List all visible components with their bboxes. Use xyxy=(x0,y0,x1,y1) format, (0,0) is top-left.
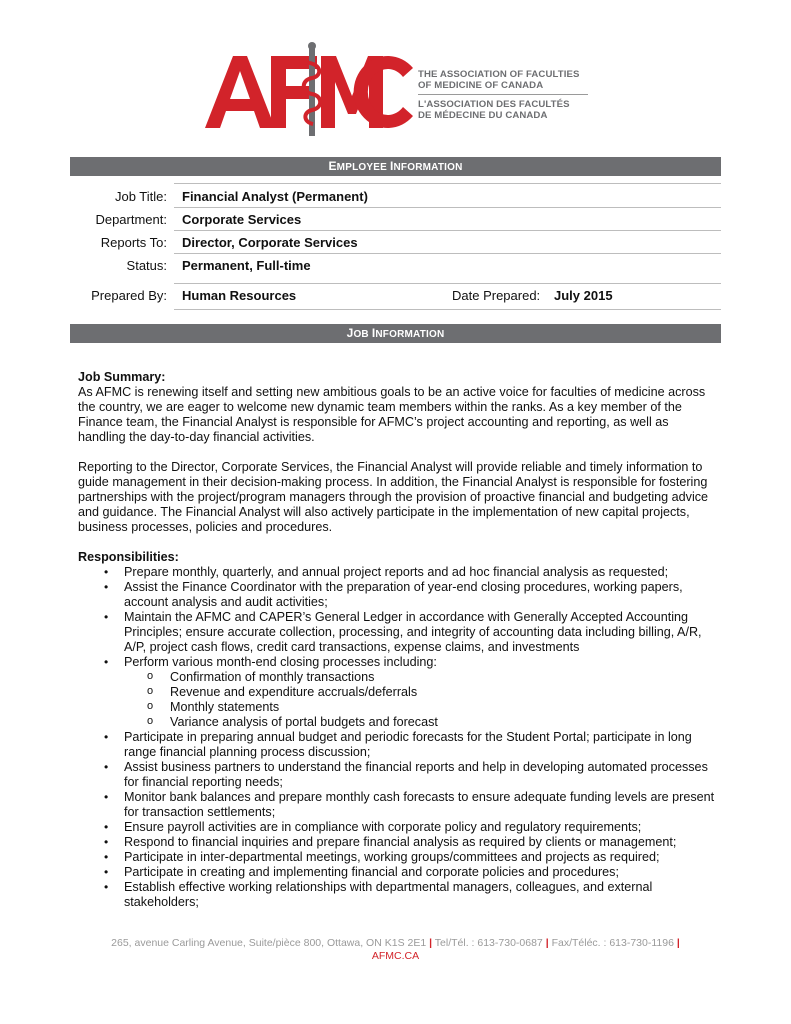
prepared-by-row xyxy=(70,284,721,307)
department-value: Corporate Services xyxy=(182,212,302,227)
responsibilities-list xyxy=(78,565,718,910)
prepared-by-label: Prepared By: xyxy=(91,288,167,303)
job-title-row xyxy=(70,185,721,208)
footer-separator: | xyxy=(676,937,680,949)
org-name-en-line2: OF MEDICINE OF CANADA xyxy=(418,80,544,91)
department-label: Department: xyxy=(95,212,167,227)
sub-list-item: o Revenue and expenditure accruals/deferrals xyxy=(124,685,718,700)
date-prepared-value: July 2015 xyxy=(554,288,613,303)
sub-list-item: o Confirmation of monthly transactions xyxy=(124,670,718,685)
list-item: • Monitor bank balances and prepare monthly cash forecasts to ensure adequate funding levels are present for transaction settlements; xyxy=(78,790,718,820)
list-item xyxy=(78,655,718,730)
sub-list-item: o Monthly statements xyxy=(124,700,718,715)
footer-separator: | xyxy=(429,937,433,949)
footer-separator: | xyxy=(545,937,549,949)
divider xyxy=(174,183,721,184)
footer-telephone: Tel/Tél. : 613-730-0687 xyxy=(434,937,543,949)
sub-list xyxy=(124,670,718,730)
list-item: • Assist business partners to understand the financial reports and help in developing automated processes for financial reporting needs; xyxy=(78,760,718,790)
footer-website-link[interactable]: AFMC.CA xyxy=(371,950,420,962)
org-name-fr-line1: L'ASSOCIATION DES FACULTÉS xyxy=(418,99,570,110)
list-item: • Maintain the AFMC and CAPER’s General Ledger in accordance with Generally Accepted Accounting Principles; ensure accurate collection, processing, and integrity of accounting data including billing, A/R, A/P, project cash flows, credit card transactions, expense claims, and investments xyxy=(78,610,718,655)
employee-information-header: EMPLOYEE INFORMATION xyxy=(70,157,721,176)
job-information-body xyxy=(78,370,718,910)
org-name-fr-line2: DE MÉDECINE DU CANADA xyxy=(418,110,548,121)
footer-fax: Fax/Téléc. : 613-730-1196 xyxy=(551,937,674,949)
job-title-label: Job Title: xyxy=(114,189,167,204)
list-item: • Participate in creating and implementing financial and corporate policies and procedures; xyxy=(78,865,718,880)
list-item-text: Perform various month-end closing processes including: xyxy=(124,655,437,669)
list-item: • Prepare monthly, quarterly, and annual project reports and ad hoc financial analysis as requested; xyxy=(78,565,718,580)
department-row xyxy=(70,208,721,231)
footer-address: 265, avenue Carling Avenue, Suite/pièce 800, Ottawa, ON K1S 2E1 xyxy=(111,937,427,949)
list-item: • Assist the Finance Coordinator with the preparation of year-end closing procedures, working papers, account analysis and audit activities; xyxy=(78,580,718,610)
reports-to-value: Director, Corporate Services xyxy=(182,235,358,250)
job-summary-paragraph-1: As AFMC is renewing itself and setting new ambitious goals to be an active voice for faculties of medicine across the country, we are eager to welcome new dynamic team members within the ranks. As a key member of the Finance team, the Financial Analyst is responsible for AFMC’s project accounting and reporting, as well as handling the day-to-day financial activities. xyxy=(78,385,706,444)
reports-to-row xyxy=(70,231,721,254)
afmc-logo xyxy=(205,40,595,140)
job-information-header: JOB INFORMATION xyxy=(70,324,721,343)
afmc-wordmark-logo xyxy=(205,40,415,140)
list-item: • Establish effective working relationships with departmental managers, colleagues, and external stakeholders; xyxy=(78,880,718,910)
job-summary-paragraph-2: Reporting to the Director, Corporate Services, the Financial Analyst will provide reliable and timely information to guide management in their decision-making process. In addition, the Financial Analyst is responsible for fostering partnerships with the project/program managers through the provision of proactive financial and budgeting advice and guidance. The Financial Analyst will also actively participate in the implementation of new capital projects, business processes, policies and procedures. xyxy=(78,460,709,534)
status-row xyxy=(70,254,721,277)
list-item: • Ensure payroll activities are in compliance with corporate policy and regulatory requirements; xyxy=(78,820,718,835)
reports-to-label: Reports To: xyxy=(100,235,167,250)
logo-divider xyxy=(418,94,588,95)
job-title-value: Financial Analyst (Permanent) xyxy=(182,189,368,204)
org-name-en-line1: THE ASSOCIATION OF FACULTIES xyxy=(418,69,580,80)
prepared-by-value: Human Resources xyxy=(182,288,297,303)
status-label: Status: xyxy=(126,258,167,273)
list-item: • Participate in inter-departmental meetings, working groups/committees and projects as required; xyxy=(78,850,718,865)
logo-organization-name xyxy=(418,69,598,121)
job-summary-heading: Job Summary: xyxy=(78,370,166,384)
sub-list-item: o Variance analysis of portal budgets and forecast xyxy=(124,715,718,730)
divider xyxy=(174,309,721,310)
status-value: Permanent, Full-time xyxy=(182,258,311,273)
date-prepared-label: Date Prepared: xyxy=(452,288,541,303)
list-item: • Participate in preparing annual budget and periodic forecasts for the Student Portal; participate in long range financial planning process discussion; xyxy=(78,730,718,760)
list-item: • Respond to financial inquiries and prepare financial analysis as required by clients or management; xyxy=(78,835,718,850)
responsibilities-heading: Responsibilities: xyxy=(78,550,179,564)
page-footer xyxy=(70,937,721,963)
